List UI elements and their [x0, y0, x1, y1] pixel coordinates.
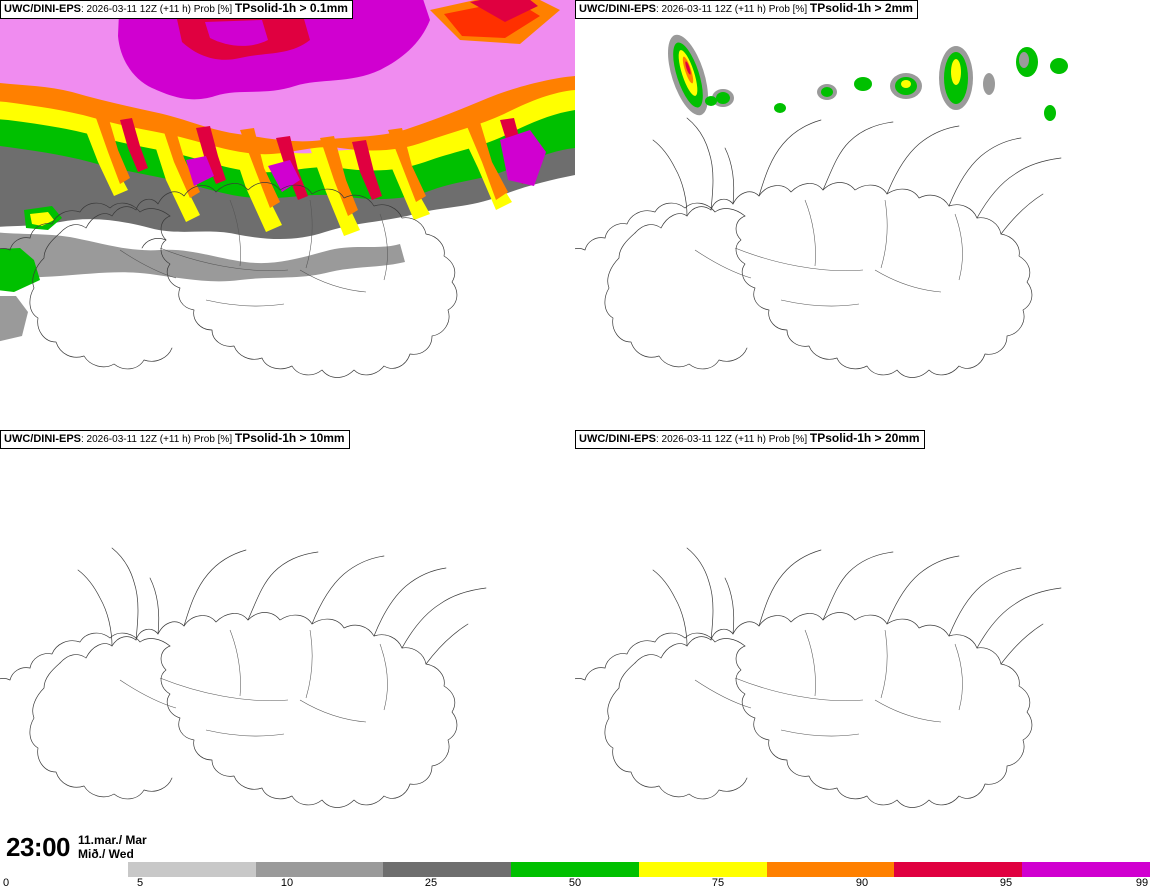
panel-model-label: UWC/DINI-EPS: [4, 433, 81, 445]
panel-run-label: : 2026-03-11 12Z (+11 h) Prob [%]: [656, 434, 810, 445]
panel-run-label: : 2026-03-11 12Z (+11 h) Prob [%]: [81, 434, 235, 445]
colorbar-tick: 90: [855, 877, 869, 889]
colorbar-tick: 25: [424, 877, 438, 889]
iceland-map-1: [0, 0, 575, 430]
panel-tpsolid-2mm[interactable]: [575, 0, 1150, 430]
colorbar-tick: 95: [999, 877, 1013, 889]
colorbar-segment: [383, 862, 511, 877]
valid-time-box: [0, 828, 170, 866]
colorbar-tick: 75: [711, 877, 725, 889]
panel-title-3: [0, 430, 350, 449]
panel-model-label: UWC/DINI-EPS: [579, 433, 656, 445]
panel-title-2: [575, 0, 918, 19]
valid-date-line1: 11.mar./ Mar: [78, 833, 147, 847]
colorbar-tick: 5: [136, 877, 144, 889]
colorbar-tick: 50: [568, 877, 582, 889]
map-canvas-3[interactable]: [0, 430, 575, 860]
panel-variable-label: TPsolid-1h > 0.1mm: [234, 1, 348, 15]
colorbar-tick: 99: [1135, 877, 1149, 889]
colorbar-segment: [0, 862, 128, 877]
iceland-map-4: [575, 430, 1150, 860]
map-canvas-1[interactable]: [0, 0, 575, 430]
colorbar-segment: [767, 862, 895, 877]
panel-title-4: [575, 430, 925, 449]
panel-variable-label: TPsolid-1h > 2mm: [809, 1, 913, 15]
colorbar-segment: [511, 862, 639, 877]
colorbar: [0, 862, 1150, 891]
panel-variable-label: TPsolid-1h > 10mm: [234, 431, 345, 445]
panel-run-label: : 2026-03-11 12Z (+11 h) Prob [%]: [656, 4, 810, 15]
panel-tpsolid-20mm[interactable]: [575, 430, 1150, 860]
colorbar-tick-labels: [0, 877, 1150, 891]
valid-date: [70, 833, 147, 861]
colorbar-segment: [639, 862, 767, 877]
map-canvas-2[interactable]: [575, 0, 1150, 430]
colorbar-segment: [128, 862, 256, 877]
panel-run-label: : 2026-03-11 12Z (+11 h) Prob [%]: [81, 4, 235, 15]
valid-time: 23:00: [6, 831, 70, 862]
colorbar-gradient: [0, 862, 1150, 877]
colorbar-tick: 0: [2, 877, 10, 889]
colorbar-tick: 10: [280, 877, 294, 889]
colorbar-segment: [1022, 862, 1150, 877]
panel-variable-label: TPsolid-1h > 20mm: [809, 431, 920, 445]
footer: [0, 828, 1150, 891]
colorbar-segment: [894, 862, 1022, 877]
colorbar-segment: [256, 862, 384, 877]
panel-tpsolid-10mm[interactable]: [0, 430, 575, 860]
map-canvas-4[interactable]: [575, 430, 1150, 860]
panel-title-1: [0, 0, 353, 19]
panel-model-label: UWC/DINI-EPS: [579, 3, 656, 15]
panel-tpsolid-01mm[interactable]: [0, 0, 575, 430]
panel-model-label: UWC/DINI-EPS: [4, 3, 81, 15]
valid-date-line2: Mið./ Wed: [78, 847, 134, 861]
iceland-map-2: [575, 0, 1150, 430]
iceland-map-3: [0, 430, 575, 860]
